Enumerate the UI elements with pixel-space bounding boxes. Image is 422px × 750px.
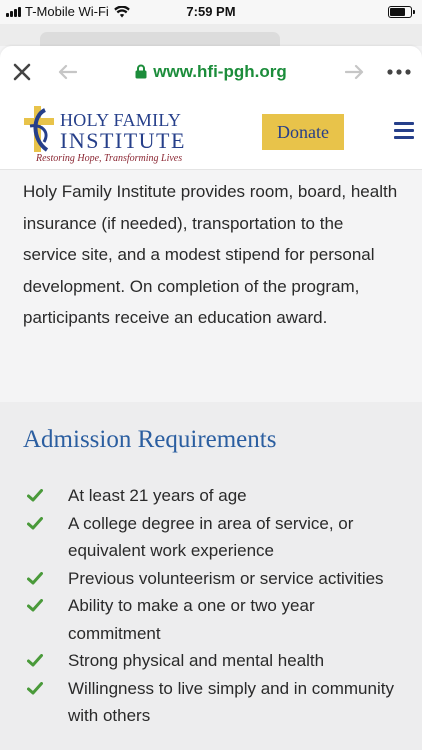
requirement-text: At least 21 years of age xyxy=(68,486,247,505)
battery-icon xyxy=(388,6,412,18)
list-item xyxy=(0,482,422,510)
logo-line-1: HOLY FAMILY xyxy=(60,110,182,130)
forward-button[interactable] xyxy=(342,59,368,85)
checkmark-icon xyxy=(27,517,43,530)
lock-icon xyxy=(135,64,147,79)
checkmark-icon xyxy=(27,489,43,502)
requirement-text: Ability to make a one or two year commitment xyxy=(68,596,315,643)
checkmark-icon xyxy=(27,682,43,695)
list-item xyxy=(0,647,422,675)
list-item xyxy=(0,592,422,647)
status-time: 7:59 PM xyxy=(186,4,236,19)
admission-requirements-section xyxy=(0,402,422,750)
status-bar xyxy=(0,0,422,24)
browser-toolbar xyxy=(0,46,422,98)
requirement-text: Strong physical and mental health xyxy=(68,651,325,670)
list-item xyxy=(0,675,422,730)
donate-button[interactable]: Donate xyxy=(262,114,344,150)
intro-paragraph: Holy Family Institute provides room, board, health insurance (if needed), transportation to the service site, and a modest stipend for personal development. On completion of the program, participants receive an education award. xyxy=(23,182,398,327)
carrier-label: T-Mobile Wi-Fi xyxy=(25,4,109,19)
more-button[interactable] xyxy=(386,59,412,85)
checkmark-icon xyxy=(27,654,43,667)
logo-text xyxy=(36,110,186,165)
logo-line-2: INSTITUTE xyxy=(60,128,186,153)
section-heading: Admission Requirements xyxy=(23,426,277,453)
url-text: www.hfi-pgh.org xyxy=(153,62,287,81)
requirement-text: Willingness to live simply and in community with others xyxy=(68,678,394,725)
site-header xyxy=(0,98,422,170)
menu-button[interactable] xyxy=(394,122,416,142)
requirements-list xyxy=(0,482,422,730)
requirement-text: A college degree in area of service, or equivalent work experience xyxy=(68,513,354,560)
forward-arrow-icon xyxy=(345,64,365,80)
checkmark-icon xyxy=(27,599,43,612)
intro-section xyxy=(0,170,422,402)
cross-logo-icon xyxy=(24,106,58,154)
background-tab-strip xyxy=(0,24,422,46)
list-item xyxy=(0,510,422,565)
checkmark-icon xyxy=(27,572,43,585)
requirement-text: Previous volunteerism or service activities xyxy=(68,568,384,588)
list-item xyxy=(0,565,422,593)
more-icon xyxy=(387,69,411,75)
logo-tagline: Restoring Hope, Transforming Lives xyxy=(36,153,183,164)
